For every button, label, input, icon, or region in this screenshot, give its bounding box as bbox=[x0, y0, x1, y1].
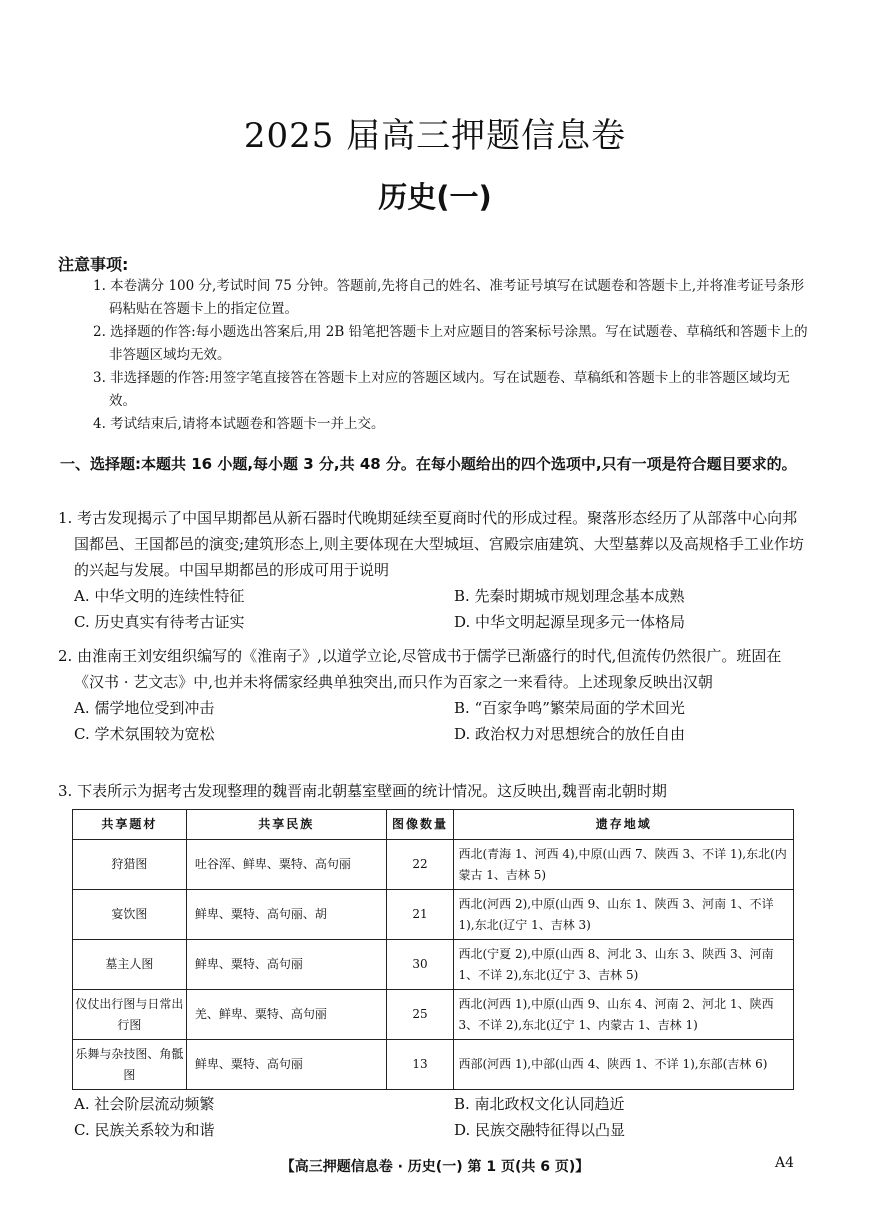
question-2 bbox=[58, 643, 810, 747]
table-cell: 乐舞与杂技图、角骶图 bbox=[73, 1040, 187, 1090]
question-options bbox=[58, 583, 810, 635]
option-d: D. 中华文明起源呈现多元一体格局 bbox=[454, 613, 686, 631]
table-header: 图像数量 bbox=[386, 810, 454, 840]
notice-heading: 注意事项: bbox=[58, 255, 129, 274]
question-stem: 3. 下表所示为据考古发现整理的魏晋南北朝墓室壁画的统计情况。这反映出,魏晋南北朝时期 bbox=[58, 782, 667, 800]
question-stem: 1. 考古发现揭示了中国早期都邑从新石器时代晚期延续至夏商时代的形成过程。聚落形态经历了从部落中心向邦国都邑、王国都邑的演变;建筑形态上,则主要体现在大型城垣、宫殿宗庙建筑、大型墓葬以及高规格手工业作坊的兴起与发展。中国早期都邑的形成可用于说明 bbox=[58, 509, 804, 579]
option-d: D. 民族交融特征得以凸显 bbox=[454, 1121, 626, 1139]
notice-item: 2. 选择题的作答:每小题选出答案后,用 2B 铅笔把答题卡上对应题目的答案标号涂黑。写在试题卷、草稿纸和答题卡上的非答题区域均无效。 bbox=[93, 324, 808, 363]
table-row bbox=[73, 890, 794, 940]
table-cell: 西部(河西 1),中部(山西 4、陕西 1、不详 1),东部(吉林 6) bbox=[454, 1040, 794, 1090]
table-cell: 西北(青海 1、河西 4),中原(山西 7、陕西 3、不详 1),东北(内蒙古 1、吉林 5) bbox=[454, 840, 794, 890]
notice-item: 4. 考试结束后,请将本试题卷和答题卡一并上交。 bbox=[93, 416, 385, 432]
table-row bbox=[73, 1040, 794, 1090]
table-row bbox=[73, 990, 794, 1040]
question-1 bbox=[58, 505, 810, 635]
table-header: 遗存地域 bbox=[454, 810, 794, 840]
option-b: B. 先秦时期城市规划理念基本成熟 bbox=[454, 587, 685, 605]
table-cell: 鲜卑、粟特、高句丽 bbox=[186, 940, 386, 990]
table-header: 共享题材 bbox=[73, 810, 187, 840]
table-cell: 羌、鲜卑、粟特、高句丽 bbox=[186, 990, 386, 1040]
notice-item: 1. 本卷满分 100 分,考试时间 75 分钟。答题前,先将自己的姓名、准考证号填写在试题卷和答题卡上,并将准考证号条形码粘贴在答题卡上的指定位置。 bbox=[93, 278, 805, 317]
table-cell: 仪仗出行图与日常出行图 bbox=[73, 990, 187, 1040]
table-cell: 宴饮图 bbox=[73, 890, 187, 940]
mural-statistics-table bbox=[72, 809, 794, 1090]
table-cell: 狩猎图 bbox=[73, 840, 187, 890]
notice-item: 3. 非选择题的作答:用签字笔直接答在答题卡上对应的答题区域内。写在试题卷、草稿纸和答题卡上的非答题区域均无效。 bbox=[93, 370, 790, 409]
table-cell: 22 bbox=[386, 840, 454, 890]
question-stem: 2. 由淮南王刘安组织编写的《淮南子》,以道学立论,尽管成书于儒学已渐盛行的时代,但流传仍然很广。班固在《汉书 · 艺文志》中,也并未将儒家经典单独突出,而只作为百家之一来看待。上述现象反映出汉朝 bbox=[58, 647, 782, 691]
table-row bbox=[73, 840, 794, 890]
table-cell: 13 bbox=[386, 1040, 454, 1090]
table-cell: 鲜卑、粟特、高句丽、胡 bbox=[186, 890, 386, 940]
table-header: 共享民族 bbox=[186, 810, 386, 840]
option-c: C. 学术氛围较为宽松 bbox=[74, 725, 215, 743]
table-cell: 西北(河西 1),中原(山西 9、山东 4、河南 2、河北 1、陕西 3、不详 2),东北(辽宁 1、内蒙古 1、吉林 1) bbox=[454, 990, 794, 1040]
table-cell: 25 bbox=[386, 990, 454, 1040]
question-3 bbox=[58, 778, 810, 804]
section-heading-text: 一、选择题:本题共 16 小题,每小题 3 分,共 48 分。在每小题给出的四个选项中,只有一项是符合题目要求的。 bbox=[60, 455, 797, 473]
table-cell: 墓主人图 bbox=[73, 940, 187, 990]
option-b: B. 南北政权文化认同趋近 bbox=[454, 1095, 625, 1113]
table-cell: 鲜卑、粟特、高句丽 bbox=[186, 1040, 386, 1090]
paper-size-label: A4 bbox=[775, 1155, 795, 1171]
question-options bbox=[58, 695, 810, 747]
page-footer: 【高三押题信息卷 · 历史(一) 第 1 页(共 6 页)】 bbox=[280, 1159, 590, 1175]
exam-title: 2025 届高三押题信息卷 bbox=[243, 116, 627, 156]
table-header-row bbox=[73, 810, 794, 840]
option-a: A. 社会阶层流动频繁 bbox=[74, 1095, 215, 1113]
question-3-options bbox=[58, 1091, 810, 1143]
option-a: A. 儒学地位受到冲击 bbox=[74, 699, 215, 717]
option-b: B. “百家争鸣”繁荣局面的学术回光 bbox=[454, 699, 685, 717]
table-cell: 21 bbox=[386, 890, 454, 940]
table-cell: 吐谷浑、鲜卑、粟特、高句丽 bbox=[186, 840, 386, 890]
option-d: D. 政治权力对思想统合的放任自由 bbox=[454, 725, 686, 743]
section-heading bbox=[60, 452, 805, 477]
table-cell: 西北(河西 2),中原(山西 9、山东 1、陕西 3、河南 1、不详 1),东北(辽宁 1、吉林 3) bbox=[454, 890, 794, 940]
table-cell: 30 bbox=[386, 940, 454, 990]
notice-list bbox=[93, 275, 811, 436]
table-row bbox=[73, 940, 794, 990]
table-cell: 西北(宁夏 2),中原(山西 8、河北 3、山东 3、陕西 3、河南 1、不详 2),东北(辽宁 3、吉林 5) bbox=[454, 940, 794, 990]
question-options bbox=[58, 1091, 810, 1143]
option-a: A. 中华文明的连续性特征 bbox=[74, 587, 245, 605]
option-c: C. 民族关系较为和谐 bbox=[74, 1121, 215, 1139]
option-c: C. 历史真实有待考古证实 bbox=[74, 613, 245, 631]
exam-subtitle: 历史(一) bbox=[378, 180, 492, 214]
